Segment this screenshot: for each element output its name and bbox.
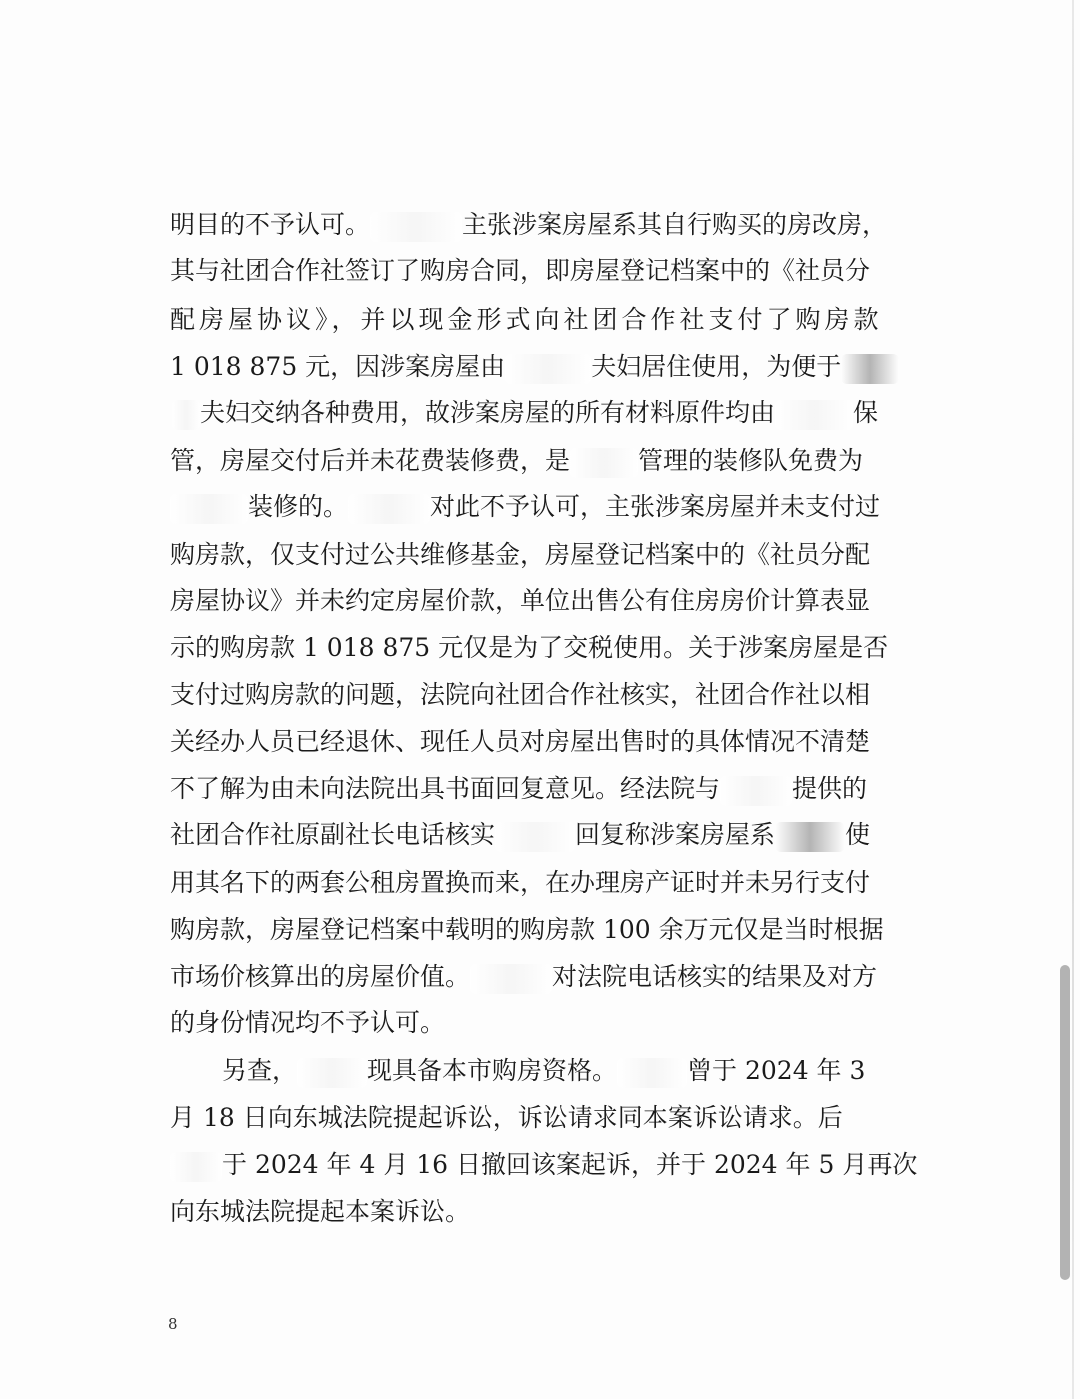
text-segment: 购房款，仅支付过公共维修基金，房屋登记档案中的《社员分配 (170, 540, 871, 569)
text-line (170, 295, 883, 345)
redaction (172, 400, 200, 430)
text-segment: 用其名下的两套公租房置换而来，在办理房产证时并未另行支付 (170, 868, 871, 897)
text-segment: 关经办人员已经退休、现任人员对房屋出售时的具体情况不清楚 (170, 727, 871, 756)
text-line (170, 530, 870, 580)
text-segment: 购房款，房屋登记档案中载明的购房款 100 余万元仅是当时根据 (170, 915, 884, 944)
text-line (170, 1187, 470, 1237)
text-line (170, 670, 870, 720)
text-segment: 使 (845, 820, 871, 849)
text-line (170, 998, 445, 1048)
text-segment: 市场价核算出的房屋价值。 (170, 962, 471, 991)
text-line (170, 952, 877, 1002)
text-segment: 对此不予认可，主张涉案房屋并未支付过 (430, 492, 881, 521)
text-segment: 对法院电话核实的结果及对方 (552, 962, 878, 991)
text-segment: 向东城法院提起本案诉讼。 (170, 1197, 471, 1226)
text-segment: 的身份情况均不予认可。 (170, 1008, 446, 1037)
text-segment: 主张涉案房屋系其自行购买的房改房， (462, 210, 888, 239)
text-segment: 1 018 875 元，因涉案房屋由 (170, 352, 506, 381)
text-line (170, 858, 870, 908)
text-line (170, 436, 863, 486)
text-line (170, 1093, 843, 1143)
text-line (170, 482, 880, 532)
text-line (170, 623, 888, 673)
redaction (570, 448, 638, 478)
text-segment: 夫妇交纳各种费用，故涉案房屋的所有材料原件均由 (200, 398, 776, 427)
text-segment: 保 (853, 398, 879, 427)
text-segment: 现具备本市购房资格。 (367, 1056, 618, 1085)
redaction (720, 776, 792, 806)
redaction (841, 354, 899, 384)
text-segment: 支付过购房款的问题，法院向社团合作社核实，社团合作社以相 (170, 680, 871, 709)
text-segment: 房屋协议》并未约定房屋价款，单位出售公有住房房价计算表显 (170, 586, 871, 615)
text-segment: 明目的不予认可。 (170, 210, 371, 239)
text-segment: 管，房屋交付后并未花费装修费，是 (170, 446, 571, 475)
text-segment: 不了解为由未向法院出具书面回复意见。经法院与 (170, 774, 721, 803)
redaction (470, 964, 552, 994)
text-segment: 其与社团合作社签订了购房合同，即房屋登记档案中的《社员分 (170, 256, 871, 285)
text-segment: 月 18 日向东城法院提起诉讼，诉讼请求同本案诉讼请求。后 (170, 1103, 843, 1132)
redaction (495, 822, 575, 852)
text-segment: 回复称涉案房屋系 (575, 820, 776, 849)
text-segment: 装修的。 (248, 492, 349, 521)
redaction (170, 1152, 222, 1182)
text-segment: 于 2024 年 4 月 16 日撤回该案起诉，并于 2024 年 5 月再次 (222, 1150, 918, 1179)
text-line (170, 246, 870, 296)
redaction (170, 494, 248, 524)
scrollbar-thumb[interactable] (1060, 965, 1070, 1280)
text-line (170, 905, 884, 955)
text-segment: 社团合作社原副社长电话核实 (170, 820, 496, 849)
text-line (170, 200, 887, 250)
text-line (170, 342, 899, 392)
text-line (170, 810, 870, 860)
redaction (297, 1058, 367, 1088)
text-segment: 示的购房款 1 018 875 元仅是为了交税使用。关于涉案房屋是否 (170, 633, 889, 662)
text-segment: 夫妇居住使用，为便于 (591, 352, 842, 381)
text-line (222, 1046, 865, 1096)
redaction (617, 1058, 687, 1088)
text-line (170, 576, 870, 626)
redaction (775, 822, 845, 852)
text-segment: 管理的装修队免费为 (638, 446, 864, 475)
text-segment: 配房屋协议》，并以现金形式向社团合作社支付了购房款 (170, 305, 883, 334)
text-line (170, 764, 867, 814)
text-segment: 另查， (222, 1056, 298, 1085)
text-line (170, 1140, 917, 1190)
text-line (170, 717, 870, 767)
text-segment: 提供的 (792, 774, 868, 803)
page-number: 8 (168, 1315, 178, 1333)
redaction (370, 212, 462, 242)
redaction (775, 400, 853, 430)
text-line (172, 388, 878, 438)
redaction (505, 354, 591, 384)
text-segment: 曾于 2024 年 3 (687, 1056, 866, 1085)
redaction (348, 494, 430, 524)
